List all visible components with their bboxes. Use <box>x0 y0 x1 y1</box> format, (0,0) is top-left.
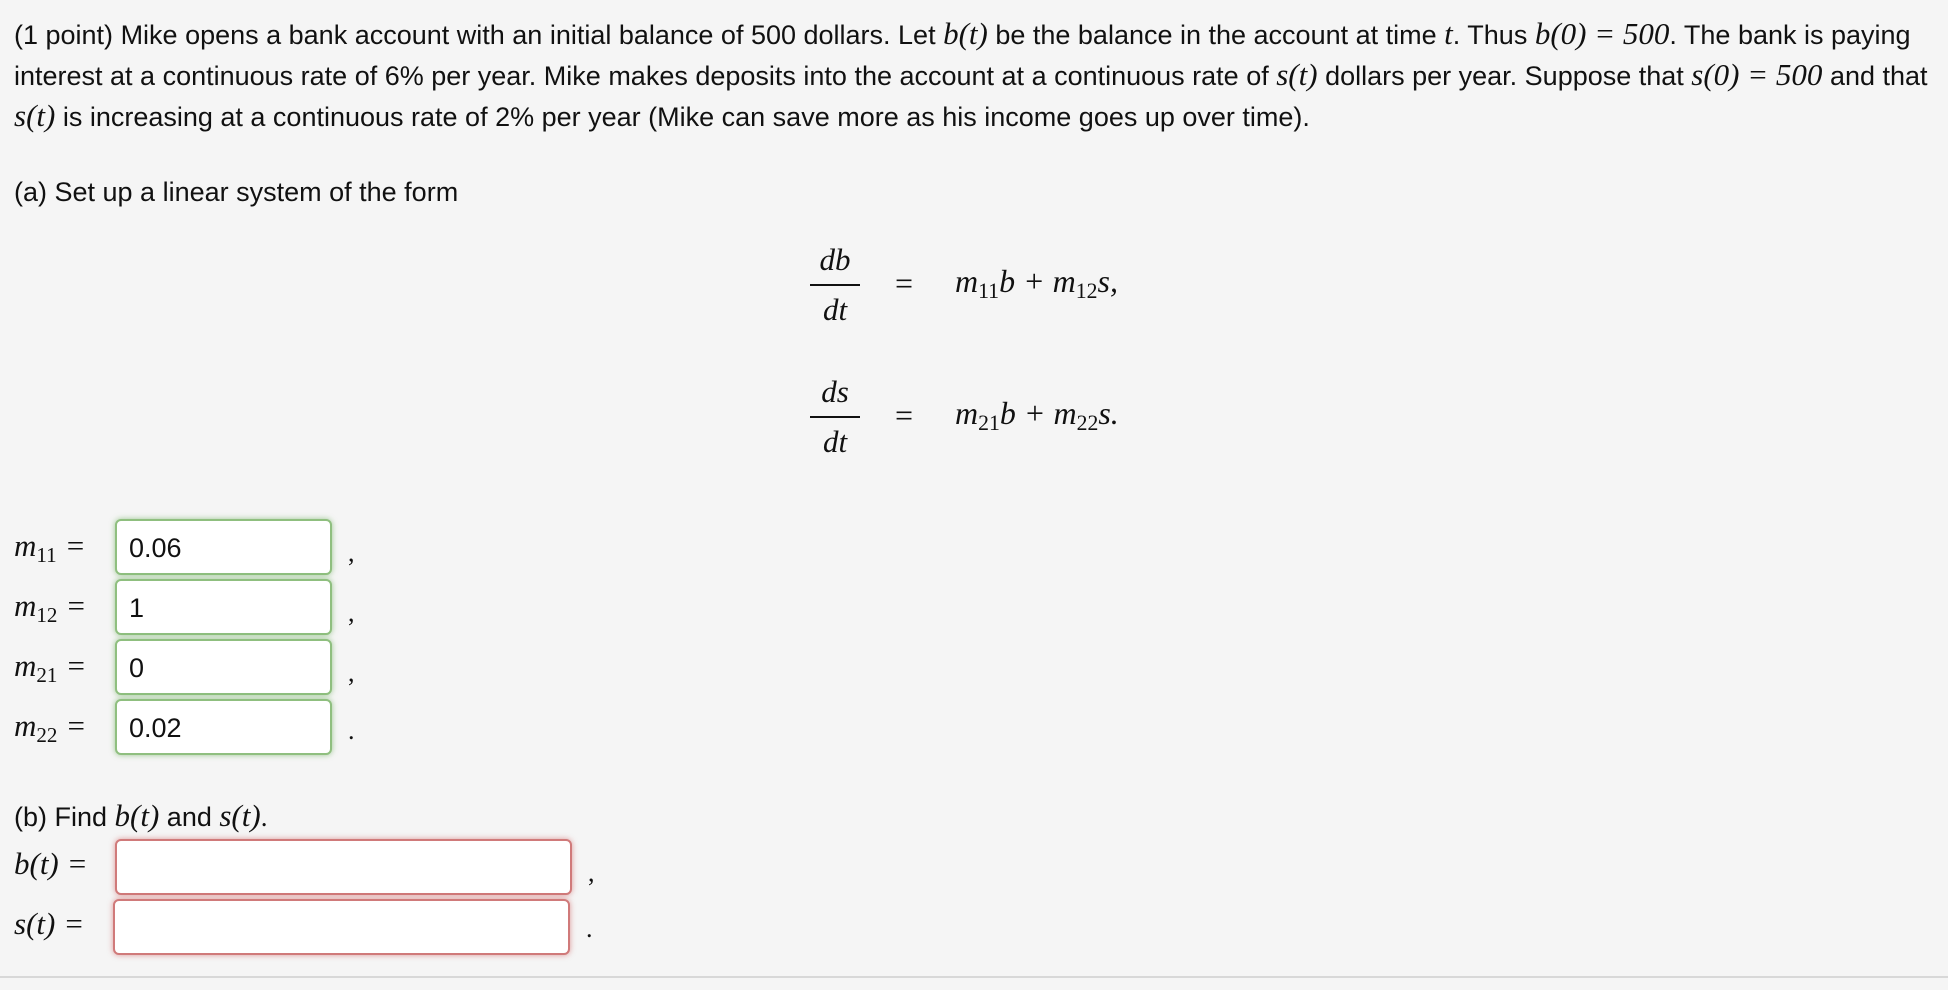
math-st: s(t) <box>219 798 261 833</box>
equals-sign: = <box>895 397 914 433</box>
problem-statement: (1 point) Mike opens a bank account with an initial balance of 500 dollars. Let b(t) be the balance in the account at time t. Thus b(0) = 500. The bank is paying interest at a continuous rate of 6% per year. Mike makes deposits into the account at a continuous rate of s(t) dollars per year. Suppose that s(0) = 500 and that s(t) is increasing at a continuous rate of 2% per year (Mike can save more as his income goes up over time). <box>14 16 1928 133</box>
comma: , <box>348 598 355 627</box>
comma: , <box>588 858 595 887</box>
math-t: t <box>1444 16 1453 51</box>
part-a-label: (a) Set up a linear system of the form <box>14 177 459 207</box>
answer-input-st[interactable] <box>113 899 570 955</box>
math-bt: b(t) <box>943 16 988 51</box>
label-m22: $m_{22}$ = <box>14 708 85 747</box>
fraction-db-dt <box>810 240 860 330</box>
answer-input-m21[interactable]: 0 <box>115 639 332 695</box>
period: . <box>348 716 355 745</box>
part-b-label: (b) Find b(t) and s(t). <box>14 798 268 833</box>
label-st: s(t) = <box>14 906 83 941</box>
label-bt: b(t) = <box>14 846 87 881</box>
period: . <box>586 914 593 943</box>
comma: , <box>348 538 355 567</box>
answer-input-m12[interactable]: 1 <box>115 579 332 635</box>
label-m11: $m_{11}$ = <box>14 528 85 567</box>
math-st: s(t) <box>1276 57 1318 92</box>
equals-sign: = <box>895 265 914 301</box>
fraction-numerator: db <box>819 242 851 277</box>
math-b0: b(0) = 500 <box>1534 16 1670 51</box>
comma: , <box>348 658 355 687</box>
bottom-divider <box>0 976 1948 978</box>
fraction-numerator: ds <box>821 374 849 409</box>
math-st: s(t) <box>14 98 56 133</box>
fraction-denominator: dt <box>822 292 848 327</box>
answer-input-m11[interactable]: 0.06 <box>115 519 332 575</box>
points-label: (1 point) <box>14 20 114 50</box>
fraction-denominator: dt <box>822 424 848 459</box>
fraction-ds-dt <box>810 372 860 462</box>
fraction-bar <box>810 416 860 418</box>
answer-input-bt[interactable] <box>115 839 572 895</box>
label-m12: $m_{12}$ = <box>14 588 85 627</box>
equation-rhs-2: $m_{21}b + m_{22}s$. <box>955 395 1119 436</box>
label-m21: $m_{21}$ = <box>14 648 85 687</box>
fraction-bar <box>810 284 860 286</box>
equation-rhs-1: $m_{11}b + m_{12}s$, <box>955 263 1118 304</box>
math-bt: b(t) <box>114 798 160 833</box>
math-s0: s(0) = 500 <box>1691 57 1823 92</box>
answer-input-m22[interactable]: 0.02 <box>115 699 332 755</box>
